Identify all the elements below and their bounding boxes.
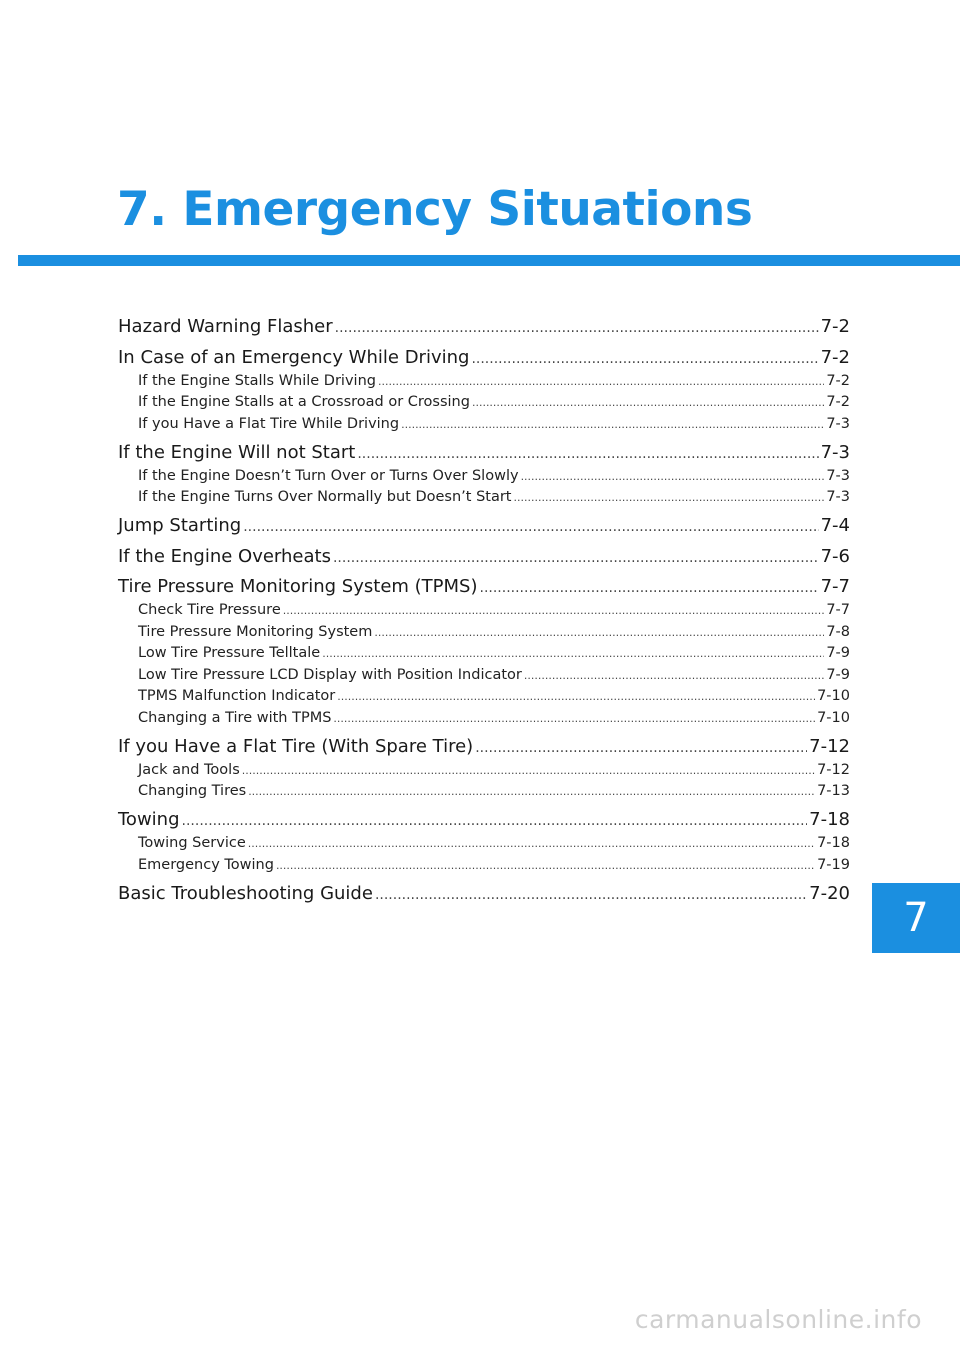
toc-page-number: 7-6 <box>820 545 850 567</box>
toc-entry-title: If the Engine Will not Start <box>118 441 356 463</box>
toc-page-number: 7-7 <box>826 602 850 618</box>
toc-page-number: 7-3 <box>820 441 850 463</box>
watermark: carmanualsonline.info <box>634 1305 922 1334</box>
toc-leader-dots <box>248 833 815 855</box>
toc-entry[interactable] <box>118 314 850 340</box>
toc-page-number: 7-18 <box>817 835 850 851</box>
table-of-contents <box>118 314 850 907</box>
toc-page-number: 7-4 <box>820 515 850 536</box>
toc-page-number: 7-2 <box>820 316 850 337</box>
toc-entry-title: In Case of an Emergency While Driving <box>118 346 470 368</box>
toc-entry-title: Towing <box>118 809 180 830</box>
toc-page-number: 7-10 <box>817 709 850 726</box>
toc-entry-title: Low Tire Pressure Telltale <box>138 645 321 661</box>
toc-page-number: 7-9 <box>826 645 850 661</box>
toc-page-number: 7-19 <box>817 856 850 873</box>
toc-entry-title: Tire Pressure Monitoring System <box>138 623 373 640</box>
toc-entry-title: Changing Tires <box>138 783 247 799</box>
toc-leader-dots <box>375 882 807 908</box>
toc-page-number: 7-12 <box>809 735 850 757</box>
toc-entry-title: If the Engine Overheats <box>118 545 331 567</box>
toc-subentry[interactable] <box>118 708 850 730</box>
toc-leader-dots <box>335 315 819 341</box>
toc-subentry[interactable] <box>118 665 850 687</box>
toc-entry[interactable] <box>118 440 850 466</box>
toc-entry-title: Towing Service <box>138 835 246 851</box>
toc-subentry[interactable] <box>118 833 850 855</box>
toc-entry-title: Low Tire Pressure LCD Display with Position Indicator <box>138 666 522 683</box>
toc-entry-title: Basic Troubleshooting Guide <box>118 882 373 904</box>
toc-leader-dots <box>514 487 825 509</box>
toc-entry[interactable] <box>118 513 850 539</box>
toc-leader-dots <box>248 781 815 803</box>
toc-subentry[interactable] <box>118 487 850 509</box>
toc-entry-title: If the Engine Doesn’t Turn Over or Turns Over Slowly <box>138 467 519 484</box>
toc-subentry[interactable] <box>118 371 850 393</box>
toc-leader-dots <box>337 686 815 708</box>
toc-page-number: 7-2 <box>826 372 850 389</box>
toc-subentry[interactable] <box>118 466 850 488</box>
toc-page-number: 7-8 <box>826 623 850 640</box>
toc-leader-dots <box>471 346 818 372</box>
toc-entry-title: TPMS Malfunction Indicator <box>138 688 336 704</box>
toc-leader-dots <box>521 466 825 488</box>
toc-page-number: 7-12 <box>817 761 850 778</box>
toc-entry[interactable] <box>118 345 850 371</box>
toc-page-number: 7-7 <box>820 576 850 597</box>
toc-leader-dots <box>378 371 824 393</box>
toc-subentry[interactable] <box>118 855 850 877</box>
toc-entry-title: Tire Pressure Monitoring System (TPMS) <box>118 576 478 597</box>
toc-leader-dots <box>357 441 818 467</box>
chapter-tab-number: 7 <box>903 895 929 941</box>
toc-entry-title: Jump Starting <box>118 515 242 536</box>
toc-page-number: 7-20 <box>809 882 850 904</box>
toc-page-number: 7-2 <box>826 394 850 410</box>
toc-leader-dots <box>242 760 815 782</box>
toc-leader-dots <box>374 622 824 644</box>
toc-entry-title: If the Engine Turns Over Normally but Doesn’t Start <box>138 489 512 505</box>
toc-entry[interactable] <box>118 734 850 760</box>
toc-subentry[interactable] <box>118 392 850 414</box>
toc-page-number: 7-10 <box>817 688 850 704</box>
toc-page-number: 7-3 <box>826 467 850 484</box>
toc-leader-dots <box>283 600 825 622</box>
toc-leader-dots <box>475 735 807 761</box>
toc-subentry[interactable] <box>118 781 850 803</box>
toc-entry[interactable] <box>118 881 850 907</box>
toc-page-number: 7-9 <box>826 666 850 683</box>
toc-leader-dots <box>333 545 819 571</box>
toc-subentry[interactable] <box>118 686 850 708</box>
toc-entry-title: If you Have a Flat Tire (With Spare Tire) <box>118 735 474 757</box>
toc-entry-title: Emergency Towing <box>138 856 274 873</box>
toc-page-number: 7-3 <box>826 415 850 432</box>
toc-leader-dots <box>524 665 824 687</box>
toc-subentry[interactable] <box>118 600 850 622</box>
toc-subentry[interactable] <box>118 414 850 436</box>
toc-subentry[interactable] <box>118 643 850 665</box>
chapter-tab[interactable] <box>872 883 960 953</box>
toc-leader-dots <box>182 808 808 834</box>
toc-leader-dots <box>276 855 815 877</box>
toc-leader-dots <box>472 392 824 414</box>
toc-subentry[interactable] <box>118 622 850 644</box>
chapter-title: 7. Emergency Situations <box>117 182 753 237</box>
toc-page-number: 7-2 <box>820 346 850 368</box>
toc-entry-title: Check Tire Pressure <box>138 602 281 618</box>
toc-leader-dots <box>243 514 818 540</box>
toc-entry[interactable] <box>118 574 850 600</box>
toc-leader-dots <box>480 575 819 601</box>
toc-leader-dots <box>322 643 824 665</box>
toc-page-number: 7-13 <box>817 783 850 799</box>
toc-entry-title: Hazard Warning Flasher <box>118 316 333 337</box>
toc-page-number: 7-3 <box>826 489 850 505</box>
toc-subentry[interactable] <box>118 760 850 782</box>
toc-entry-title: Changing a Tire with TPMS <box>138 709 332 726</box>
toc-entry[interactable] <box>118 544 850 570</box>
toc-leader-dots <box>401 414 824 436</box>
toc-entry-title: If the Engine Stalls at a Crossroad or Crossing <box>138 394 470 410</box>
toc-entry[interactable] <box>118 807 850 833</box>
toc-entry-title: If the Engine Stalls While Driving <box>138 372 376 389</box>
toc-leader-dots <box>333 708 815 730</box>
toc-entry-title: If you Have a Flat Tire While Driving <box>138 415 400 432</box>
title-rule <box>18 255 960 266</box>
toc-page-number: 7-18 <box>809 809 850 830</box>
toc-entry-title: Jack and Tools <box>138 761 240 778</box>
